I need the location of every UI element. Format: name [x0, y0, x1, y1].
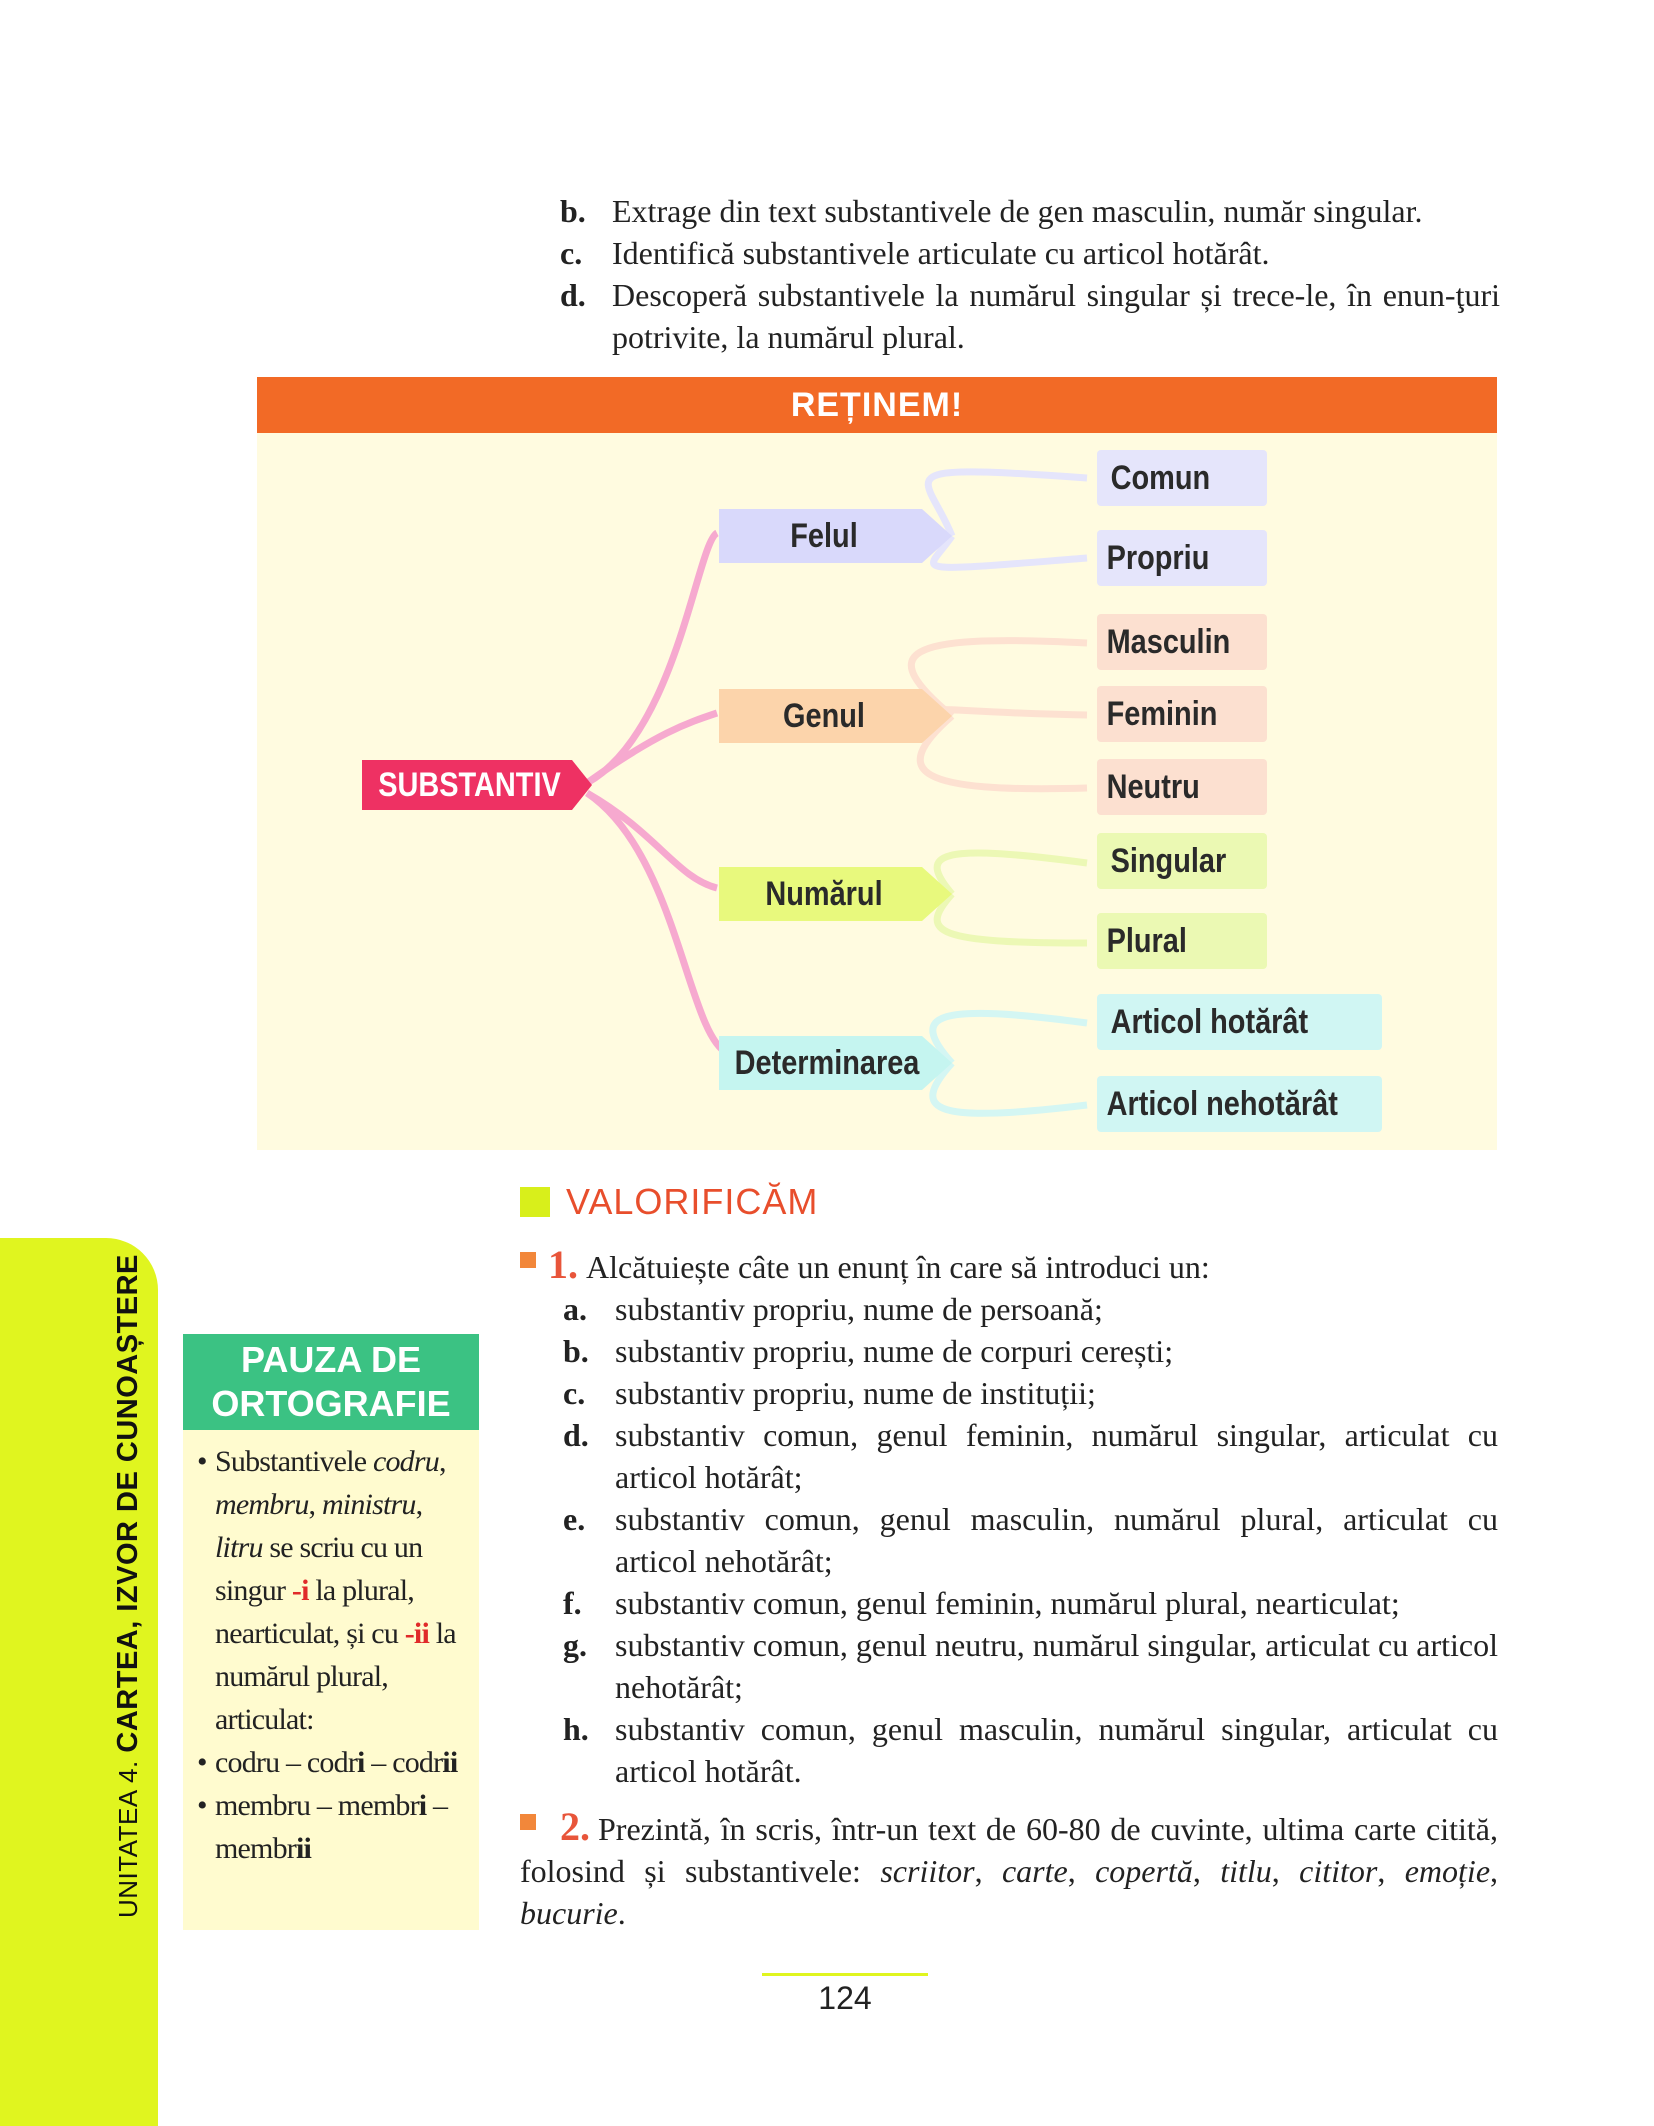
- connector-genul: [587, 713, 717, 783]
- list-item: • membru – membri – membrii: [215, 1784, 469, 1870]
- list-item: d. substantiv comun, genul feminin, numărul singular, articulat cu articol hotărât;: [563, 1417, 1498, 1495]
- retinem-header: REȚINEM!: [257, 377, 1497, 433]
- exercise-number: 2.: [560, 1804, 590, 1849]
- list-item: [560, 274, 1500, 358]
- branch-genul: Genul: [783, 696, 865, 735]
- list-item: a. substantiv propriu, nume de persoană;: [563, 1291, 1103, 1327]
- top-exercise-list: [560, 190, 1500, 358]
- unit-label: UNITATEA 4. CARTEA, IZVOR DE CUNOAȘTERE: [112, 1254, 144, 1918]
- leaf-singular: Singular: [1110, 841, 1227, 880]
- square-bullet-icon: [520, 1252, 536, 1268]
- leaf-plural: Plural: [1106, 921, 1187, 960]
- list-item: [560, 232, 1500, 274]
- section-title: VALORIFICĂM: [566, 1181, 819, 1222]
- leaf-comun: Comun: [1110, 458, 1211, 497]
- page-number: 124: [818, 1980, 872, 2016]
- list-item: [560, 190, 1500, 232]
- connector-determinarea: [587, 793, 727, 1053]
- leaf-neutru: Neutru: [1106, 767, 1200, 806]
- leaf-feminin: Feminin: [1106, 694, 1218, 733]
- pauza-de-ortografie-header: PAUZA DE ORTOGRAFIE: [183, 1334, 479, 1430]
- connector-felul: [587, 533, 717, 783]
- list-item: g. substantiv comun, genul neutru, numărul singular, articulat cu articol nehotărât;: [563, 1627, 1498, 1705]
- leaf-articol-hotarat: Articol hotărât: [1110, 1002, 1309, 1041]
- list-item: • Substantivele codru, membru, ministru, litru se scriu cu un singur -i la plural, nearticulat, și cu -ii la numărul plural, articulat:: [215, 1440, 469, 1741]
- item-text: Identifică substantivele articulate cu articol hotărât.: [612, 235, 1270, 271]
- item-letter: d.: [560, 277, 586, 313]
- leaf-masculin: Masculin: [1106, 622, 1231, 661]
- branch-determinarea: Determinarea: [734, 1043, 920, 1082]
- exercise-1-intro: [520, 1244, 1498, 1288]
- list-item: e. substantiv comun, genul masculin, numărul plural, articulat cu articol nehotărât;: [563, 1501, 1498, 1579]
- item-text: Descoperă substantivele la numărul singular și trece-le, în enun-ţuri potrivite, la numărul plural.: [612, 277, 1500, 355]
- branch-felul: Felul: [790, 516, 858, 555]
- item-letter: c.: [560, 235, 583, 271]
- item-text: Extrage din text substantivele de gen masculin, număr singular.: [612, 193, 1423, 229]
- list-item: f. substantiv comun, genul feminin, numărul plural, nearticulat;: [563, 1585, 1400, 1621]
- branch-numarul: Numărul: [765, 874, 883, 913]
- exercise-1: [520, 1244, 1498, 1792]
- pauza-de-ortografie-body: [183, 1430, 479, 1930]
- list-item: h. substantiv comun, genul masculin, numărul singular, articulat cu articol hotărât.: [563, 1711, 1498, 1789]
- item-letter: b.: [560, 193, 586, 229]
- square-bullet-icon: [520, 1187, 550, 1217]
- list-item: c. substantiv propriu, nume de instituții;: [563, 1375, 1096, 1411]
- exercise-2: 2. Prezintă, în scris, într-un text de 60-80 de cuvinte, ultima carte citită, folosind și substantivele: scriitor, carte, copertă, titlu, cititor, emoție, bucurie.: [520, 1804, 1499, 1931]
- substantiv-mind-map: [257, 433, 1497, 1150]
- valorificam-heading: [520, 1180, 818, 1224]
- exercise-number: 1.: [548, 1242, 578, 1287]
- page-number-rule: [762, 1973, 928, 1976]
- exercise-text: Prezintă, în scris, într-un text de 60-80 de cuvinte, ultima carte citită, folosind și substantivele:: [520, 1811, 1498, 1889]
- list-item: • codru – codri – codrii: [215, 1741, 469, 1784]
- leaf-propriu: Propriu: [1106, 538, 1210, 577]
- root-node-substantiv: SUBSTANTIV: [378, 765, 561, 804]
- leaf-articol-nehotarat: Articol nehotărât: [1106, 1084, 1338, 1123]
- exercise-text: Alcătuiește câte un enunț în care să introduci un:: [586, 1249, 1210, 1285]
- square-bullet-icon: [520, 1814, 536, 1830]
- list-item: b. substantiv propriu, nume de corpuri cerești;: [563, 1333, 1174, 1369]
